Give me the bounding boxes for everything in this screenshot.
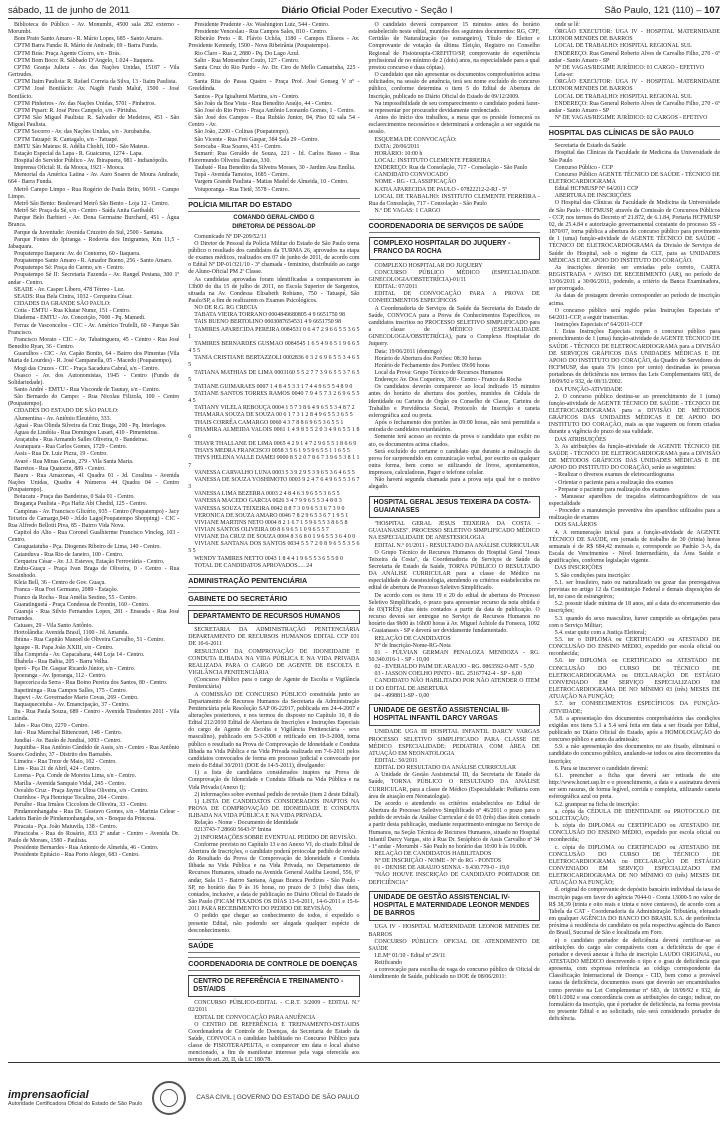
- paragraph: Kleia Bell, 36 - Centro de Gov. Guaçu.: [14, 580, 106, 587]
- paragraph: Ipoeranga - Av. Iporanga, 112 - Centro.: [14, 673, 107, 680]
- paragraph: Piracicaba - Rua do Rosário, 833 2º andar - Centro - Avenida Dr. Paulo de Moraes, 1580 - Paulista.: [8, 830, 180, 844]
- paragraph: EDITAL: 50/2011: [374, 757, 418, 764]
- paragraph: Após o fechamento dos portões às 09:00 horas, não será permitida a entrada de candidatos retardatários.: [368, 420, 540, 434]
- paragraph: Mogi das Cruzes - CIC - Praça Sacadura Cabral, s/n - Centro.: [14, 365, 160, 372]
- paragraph: Ferraz de Vasconcelos - CIC - Av. Américo Trufelli, 60 - Parque São Francisco.: [8, 322, 180, 336]
- paragraph: c. cópia do DIPLOMA ou CERTIFICADO ou ATESTADO DE CONCLUSÃO DO CURSO DE TÉCNICO DE ELETROCARDIOGRAMA ou DECLARAÇÃO DE ESTÁGIO CONVENIADO EM SERVIÇO ESPECIALIZADO EM ELETROCARDIOGRAMA DE NO MÍNIMO 03 (três) MESES DE ATUAÇÃO NA FUNÇÃO;: [548, 844, 720, 887]
- paragraph: CPTM São Miguel Paulista: R. Salvador de Medeiros, 451 - São Miguel Paulista.: [8, 115, 180, 129]
- header-date: sábado, 11 de junho de 2011: [8, 4, 130, 16]
- header-rule: [8, 18, 720, 19]
- boxed-heading: UNIDADE DE GESTÃO ASSISTENCIAL IV-HOSPITAL E MATERNIDADE LEONOR MENDES DE BARROS: [369, 891, 540, 922]
- paragraph: Ilha Comprida - Av. Capacabana, 440 Loja 14 - Centro.: [14, 651, 145, 658]
- paragraph: CPTM Barra Funda: R. Mário de Andrade, 69 - Barra Funda.: [14, 43, 159, 50]
- paragraph: Nº DE VAGAS/REGIME JURÍDICO: 02 CARGOS - EFETIVO: [554, 115, 708, 122]
- paragraph: Horário de Abertura dos Portões: 08:30 horas: [374, 355, 482, 362]
- column-1: [8, 22, 179, 1065]
- paragraph: e) o candidato portador de deficiência deverá certificar-se as atribuições do cargo são compatíveis com a deficiência de que é portador e deverá anexar à ficha de inscrição LAUDO ORIGINAL, ou ATESTADO MÉDICO descrevendo o tipo e o grau de deficiência que apresenta, com expressa referência ao código correspondente da Classificação Internacional de Doença - CID, bem como a provável causa da deficiência, documentos esses que deverão ser encaminhados como previsto na Lei Complementar nº 683, de 18/09/92 e 932, de 08/11/2002 e sua concordância com as atribuições do cargo; indicar, no formulário da inscrição, que é portador de deficiência, na forma prevista no presente Edital e ao solicitado, não será considerado portador de deficiência.: [548, 937, 720, 1023]
- paragraph: LOCAL DE TRABALHO: HOSPITAL REGIONAL SUL: [554, 93, 692, 100]
- paragraph: Memorial da América Latina - Av. Auro Soares de Moura Andrade, 664 - Barra Funda.: [8, 172, 180, 186]
- paragraph: Nº DE VAGAS/REGIME JURÍDICO: 01 CARGO - EFETIVO: [554, 64, 705, 71]
- paragraph: TANIA CRISTIANE BERTAZZOLI 0002836 0 3 2 6 9 6 5 5 3 4 6 5 5: [188, 355, 360, 369]
- paragraph: Itapevi - Av. Governador Mario Covas, 269 - Centro.: [14, 694, 139, 701]
- paragraph: São José do Rio Preto - Praça Antônio Leonardo Gomes, 1 - Centro.: [194, 107, 355, 114]
- paragraph: Marília - Avenida Sampaio Vidal, 245 - Centro.: [14, 780, 126, 787]
- paragraph: As datas de postagem deverão corresponder ao período de inscrição acima.: [548, 293, 720, 307]
- paragraph: - Preparar o paciente para realização dos exames: [554, 486, 670, 493]
- paragraph: São João, 2200 - Colinas (Poupatempo).: [194, 129, 290, 136]
- paragraph: 6. Para se inscrever o candidato deverá:: [554, 765, 649, 772]
- paragraph: Itapetininga - Rua Campos Salles, 175 - Centro.: [14, 687, 128, 694]
- paragraph: EDITAL N.º 01/2011 - RESULTADO DA ANÁLISE CURRICULAR: [374, 542, 540, 549]
- paragraph: 2. O concurso público destina-se ao preenchimento de 1 (uma) função-atividade de AGENTE TÉCNICO DE SAÚDE - TÉCNICO DE ELETROCARDIOGRAMA para a DIVISÃO DE MÉTODOS GRÁFICOS DAS UNIDADES MÉDICAS E DE APOIO DO INSTITUTO DO CORAÇÃO, mais as que vagarem ou forem criadas durante a vigência do prazo de sua validade.: [548, 393, 720, 436]
- paragraph: Não haverá segunda chamada para a prova seja qual for o motivo alegado.: [368, 477, 540, 491]
- section-heading: ADMINISTRAÇÃO PENITENCIÁRIA: [188, 574, 359, 588]
- paragraph: Assis - Rua Dr. Luiz Pizza, 19 - Centro.: [14, 451, 108, 458]
- paragraph: Retificando: [374, 960, 402, 967]
- paragraph: Santa Cruz do Rio Pardo - Av. Dr. Ciro de Mello Camarinha, 225 - Centro.: [188, 64, 360, 79]
- paragraph: "HOSPITAL GERAL JESUS TEIXEIRA DA COSTA - GUAIANASES". PROCESSO SELETIVO SIMPLIFICADO MÉDICO NA ESPECIALIDADE DE ANESTESIOLOGIA: [368, 521, 540, 542]
- paragraph: EDITAL: 07/2011: [374, 284, 418, 291]
- paragraph: Relação - Nome - Documento de Identidade: [194, 820, 299, 827]
- paragraph: Tupã - Avenida Tamoios, 1685 - Centro.: [194, 172, 289, 179]
- paragraph: Poupatempo Sé II: Secretaria Fazenda - Av. Rangel Pestana, 300 1º andar - Centro.: [8, 272, 180, 286]
- paragraph: VIVIANE MARTINS NETO 0004 8 2 1 6 7 1 5 9 6 5 5 3 8 6 5 8: [194, 519, 348, 526]
- paragraph: O candidato que não apresentar os documentos comprobatórios acima solicitados, na sessão de anuência, terá seu nome excluído do concurso público, conforme determina o item 5 do Edital de Abertura de Inscrição, publicado no Diário Oficial do Estado de 09/12/2009.: [368, 72, 540, 100]
- paragraph: VANESSA SOUZA TEIXEIRA 0042 8 8 7 3 0 9 6 5 3 6 7 3 9 0: [194, 505, 345, 512]
- paragraph: Nº de Inscrição-Nome-RG-Nota: [374, 642, 451, 649]
- paragraph: TAMIRES BERNARDES GUSMAO 0084545 1 6 5 4 9 6 5 1 9 6 6 5 4 5 5: [188, 340, 360, 355]
- paragraph: 6.1. preencher a ficha que deverá ser retirada do site http://www.hcnet.usp.br e o preenchimento, a data e a assinatura deverá ser sem rasuras, de forma legível, corrida e completa, utilizando caneta esferográfica azul ou preta.: [548, 772, 720, 801]
- paragraph: O Grupo Técnico de Recursos Humanos do Hospital Geral "Jesus Teixeira da Costa", da Coordenadoria de Serviços de Saúde da Secretaria de Estado da Saúde, TORNA PÚBLICO O RESULTADO DA ANÁLISE CURRICULAR para a classe de Médico na especialidade de Anestesiologia, atendendo os critérios estabelecidos no edital de abertura de Processo Seletivo Simplificado.: [368, 549, 540, 592]
- paragraph: RESULTADO DA COMPROVAÇÃO DE IDONEIDADE E CONDUTA ILIBADA NA VIDA PÚBLICA E NA VIDA PRIVADA REALIZADA PARA O CARGO DE AGENTE DE ESCOLTA E VIGILÂNCIA PENITENCIÁRIA: [188, 648, 360, 677]
- paragraph: 0213743-7 28660 5643-5º Imina: [194, 827, 272, 834]
- paragraph: Concurso Público AGENTE TÉCNICO DE SAÚDE - TÉCNICO DE ELETROCARDIOGRAMA: [548, 171, 720, 185]
- paragraph: DOS SALÁRIOS: [554, 522, 597, 529]
- paragraph: Osvaldo Cruz - Praça Jayme Ultoa Oliveira, s/n - Centro.: [14, 787, 149, 794]
- paragraph: THYS HELENA VALLE DAMEI 0000 8 5 2 0 7 8 6 7 3 9 6 5 3 8 1 1 7: [188, 455, 360, 469]
- paragraph: Caraguatatuba - Pça. Diogenes Ribeiro de Lima, 140 - Centro.: [14, 544, 161, 551]
- header-location: [604, 5, 720, 16]
- paragraph: Biblioteca do Público - Av. Monumbi, 4500 sala 282 externo - Morumbi.: [8, 22, 180, 36]
- section-heading: SAÚDE: [188, 939, 359, 953]
- paragraph: Ibiúna - Rua Capitão Manoel de Oliveira Carvalho, 51 - Centro.: [14, 637, 165, 644]
- paragraph: a. cópia da CÉDULA DE IDENTIDADE ou PROTOCOLO DE SOLICITAÇÃO;: [548, 808, 720, 822]
- paragraph: Parque Fontes do Ipiranga - Rodovia dos Imigrantes, Km 11,5 - Jabaquara.: [8, 236, 180, 250]
- section-heading: HOSPITAL DAS CLÍNICAS DE SÃO PAULO: [549, 126, 720, 140]
- paragraph: Jales - Rua Oito, 2270 - Centro.: [14, 723, 89, 730]
- paragraph: - Realizar o diversos exames de eletrocardiograma: [554, 472, 674, 479]
- paragraph: As candidatas aprovadas foram identificadas a comparecerem às 13h00 do dia 15 de julho de 2011, no Escola Superior de Sargentos, situada na Av. Condessa Elisabeth Robiano, 750 - Tatuapé, São Paulo/SP, a fim de realizarem os Exames Psicológicos.: [188, 276, 360, 304]
- paragraph: Guaratinguetá - Praça Condessa de Frontin, 160 - Centro.: [14, 601, 150, 608]
- paragraph: O Diretor de Pessoal da Polícia Militar do Estado de São Paulo torna público o resultado dos candidatos da TURMA 26, aprovados na etapa de exames médicos, realizados em 07 de junho de 2011, de acordo com o Edital Nº DP-01/321/10 - 3º chamada - feminino, distribuído ao cargo de Aluno-Oficial PM 2ª Classe.: [188, 240, 360, 276]
- paragraph: Leia-se:: [554, 72, 574, 79]
- paragraph: EDITAL DO RESULTADO DA ANÁLISE CURRICULAR: [374, 765, 516, 772]
- paragraph: Parque Belo Barbieri - Av. Dona Germaine Burchard, 451 - Água Branca.: [8, 215, 180, 229]
- paragraph: UNIDADE UGA III HOSPITAL INFANTIL DARCY VARGAS PROCESSO SELETIVO SIMPLIFICADO PARA CLASSE DE MÉDICO ESPECIALIDADE: PEDIATRIA COM ÁREA DE ATUAÇÃO EM NEONATOLOGIA: [368, 729, 540, 757]
- paragraph: DATA: 20/06/2011: [374, 143, 420, 150]
- paragraph: Secretaria de Estado da Saúde: [554, 143, 626, 150]
- section-heading: POLÍCIA MILITAR DO ESTADO: [188, 198, 359, 212]
- paragraph: Campinas - Av. Francisco Glicério, 935 - Centro (Poupatempo) - Jacy Teixeira de Camargo,940 - Jd.do Lago(Poupatempo Shopping) - CIC - Rua Alfredo Bellotti Piva, 85 - Bairro Vida Nova.: [8, 508, 180, 529]
- paragraph: VERONICA DE SOUZA AMARO 0046 7 8 2 9 6 5 3 6 7 1 9 5 1: [194, 512, 349, 519]
- paragraph: O candidato deverá comparecer 15 minutos antes do horário estabelecido neste edital, munidos dos seguintes documentos: RG, CPF, Certidão de Naturalização (se estrangeiro), Título de Eleitor e Comprovante de votação da última Eleição, Registro no Conselho Regional de Fisioterapia-CREFITO/SP, comprovante de experiência profissional de no mínimo de 2 (dois) anos, na especialidade para a qual prestou concurso e duas cópias).: [368, 22, 540, 71]
- paragraph: SEADS: Rua Bela Cintra, 1032 - Cerqueira César.: [14, 293, 133, 300]
- paragraph: b. cópia do DIPLOMA ou CERTIFICADO ou ATESTADO DE CONCLUSÃO DO ENSINO MÉDIO, expedido por escola oficial ou reconhecida;: [548, 823, 720, 844]
- paragraph: I. Estas Instruções Especiais regem o concurso público para preenchimento de 1 (uma) função-atividade de AGENTE TÉCNICO DE SAÚDE - TÉCNICO DE ELETROCARDIOGRAMA para a DIVISÃO DE SERVIÇOS GRÁFICOS DAS UNIDADES MÉDICAS E DE APOIO DO INSTITUTO DO CORAÇÃO, da Quadro de Servidores do HCFMUSP, das quais 5% (cinco por cento) destinadas às pessoas portadoras de deficiência nos termos das Leis Complementares 683, de 18/09/92 e 932, de 08/11/2002.: [548, 329, 720, 386]
- paragraph: onde se lê:: [554, 22, 580, 28]
- paragraph: Pindamonhangaba - Rua Dr. Gustavo Gomes, s/n - Marinia Celear - Ladeira Barão de Pindamonhangaba, s/n - Bosque da Princesa.: [8, 809, 180, 823]
- paragraph: Santos - Pça Igualtemi Martins, s/n - Centro.: [194, 93, 300, 100]
- paragraph: ÓRGÃO EXECUTOR: UGA IV - HOSPITAL MATERNIDADE LEONOR MENDES DE BARROS: [548, 29, 720, 43]
- paragraph: Estação Especial da Lapa - R. Guaicurus, 1274 - Lapa.: [14, 150, 143, 157]
- paragraph: Juquitiba - Rua Antônio Cândido de Assis, s/n - Centro - Rua Antônio Soares Godinho, 37 - Distrito dos Barnabés.: [8, 744, 180, 758]
- paragraph: EDITAL DE CONVOCAÇÃO PARA A PROVA DE CONHECIMENTOS ESPECÍFICOS: [368, 291, 540, 305]
- paragraph: Conforme previsto no Capítulo 13 e no Anexo VI, do citado Edital de Abertura de Inscrições, o candidato poderá protocolar pedido de revisão do Resultado da Prova de Comprovação de Idoneidade e Conduta Ilibada na Vida Pública e na Vida Privada, no Departamento de Recursos Humanos, situado na Avenida General Ataliba Leonel, 556, 6º andar, Sala 13 - Bairro Santana, Aguas Branca Perdizes - São Paulo - SP, no horário das 9 às 16 horas, no prazo de 3 (três) dias úteis, contados, inclusive, a data de publicação no Diário Oficial do Estado de São Paulo (FICAM FIXADOS OS DIAS 13-6-2011, 14-6-2011 e 15-6-2011 PARA RECEBIMENTO DO PEDIDO DE REVISÃO).: [188, 841, 360, 913]
- paragraph: N.º DE VAGAS: 1 CARGO: [374, 208, 441, 215]
- paragraph: 02 - EVERALDO PAIM DE ARAUJO - RG. 0863592-0-MT - 5,50: [374, 664, 534, 671]
- paragraph: Metrô São Bento: Boulevard Metrô São Bento - Loja 12 - Centro.: [14, 200, 170, 207]
- paragraph: THAYR THALLANE DE LIMA 0065 4 2 9 1 4 7 2 9 6 5 5 1 8 6 6 9: [194, 441, 357, 448]
- paragraph: TATIANE SANTOS TORRES RAMOS 0040 7 9 4 5 7 3 2 6 9 6 5 5 4 5: [188, 391, 360, 405]
- logo-caption: Autoridade Certificadora Oficial do Estado de São Paulo: [8, 1101, 143, 1107]
- paragraph: 3. As atribuições da função-atividade de AGENTE TÉCNICO DE SAÚDE - TÉCNICO DE ELETROCARDIOGRAMA para a DIVISÃO DE MÉTODOS GRÁFICOS DAS UNIDADES MÉDICAS E DE APOIO DO INSTITUTO DO CORAÇÃO, serão as seguintes:: [548, 443, 720, 472]
- paragraph: A Unidade de Gestão Assistencial III, da Secretaria de Estado da Saúde, TORNA PÚBLICO O RESULTADO DA ANÁLISE CURRICULAR, para a classe de Médico (Especialidade: Pediatria com área de atuação em Neonatologia).: [368, 772, 540, 800]
- paragraph: São João da Boa Vista - Rua Benedito Araújo, 44 - Centro.: [194, 100, 333, 107]
- paragraph: 5.5. ter o DIPLOMA ou CERTIFICADO ou ATESTADO DE CONCLUSÃO DO ENSINO MÉDIO, expedido por escola oficial ou reconhecida;: [548, 636, 720, 658]
- sub-heading: DIRETORIA DE PESSOAL-DP: [232, 224, 316, 231]
- paragraph: 03 - JASSON COELHO PINTO - RG. 25167742-4 - SP - 6,00: [374, 671, 522, 678]
- paragraph: De acordo o atendendo os critérios estabelecidos no Edital de Abertura de Processo Seletivo Simplificado nº 46/2011 o prazo para o pedido de revisão da Análise Curricular é de 03 (três) dias úteis contado a partir desta publicação, mediante requerimento entregue no Serviço de Humanos, na Seção Técnica de Recursos Humanos, situado no Hospital Infantil Darcy Vargas, sito à Rua Dr. Seráphico de Assis Carvalho nº 34 - 1º andar - Morumbi - São Paulo no horário das 10:00 h às 16:00h.: [368, 800, 540, 850]
- paragraph: Caiuaes, 29 - Vila Santo Antônio.: [14, 623, 93, 630]
- paragraph: ABERTURA DE INSCRIÇÕES: [554, 193, 631, 200]
- paragraph: UGA IV - HOSPITAL MATERNIDADE LEONOR MENDES DE BARROS: [368, 924, 540, 938]
- section-heading: GABINETE DO SECRETÁRIO: [188, 592, 359, 606]
- paragraph: Lorena - Pça. Conde de Moreira Lima, s/n - Centro.: [14, 773, 137, 780]
- boxed-heading: COMPLEXO HOSPITALAR DO JUQUERY - FRANCO DA ROCHA: [369, 237, 540, 259]
- paragraph: Capitol do Alto - Rua Coronel Gualhierme Francisco Vincleg, 103 - Centro.: [8, 530, 180, 544]
- paragraph: 1) LISTA DE CANDIDATOS CONSIDERADOS INAPTOS NA PROVA DE COMPROVAÇÃO DE IDONEIDADE E CONDUTA ILIBADA NA VIDA PÚBLICA E NA VIDA PRIVADA.: [188, 798, 360, 820]
- header-page-number: 107: [704, 4, 720, 16]
- paragraph: (Concurso Público para o cargo de Agente de Escolta e Vigilância Penitenciária): [188, 677, 360, 691]
- paragraph: Somente terá acesso ao recinto da prova o candidato que exibir no ato, os documentos acima citados.: [368, 434, 540, 448]
- paragraph: RELAÇÃO DE CANDIDATOS: [374, 635, 451, 642]
- header-section: Poder Executivo - Seção I: [342, 4, 453, 16]
- paragraph: Antes do início dos trabalhos, a mesa que os preside fornecerá os esclarecimentos necessários e determinará a ordenação a ser seguida na sessão.: [368, 115, 540, 136]
- paragraph: TAMIRES APARECIDA PEREIRA 0084531 0 6 4 7 2 9 6 6 5 5 3 6 5 1: [188, 326, 360, 340]
- paragraph: ENDEREÇO: Rua General Roberto Alves de Carvalho Filho, 270 - 6º andar - Santo Amaro - SP: [548, 100, 720, 114]
- paragraph: COMPLEXO HOSPITALAR DO JUQUERY: [374, 262, 483, 269]
- column-2: [188, 22, 359, 1065]
- paragraph: VIVIAN SANTOS OLIVEIRA 00 8 6 9 6 5 1 0 9 6 5 5 7: [194, 526, 329, 533]
- paragraph: 5.3. quando do sexo masculino, haver cumprido as obrigações para com o Serviço Militar;: [548, 615, 720, 629]
- paragraph: Iguape - R. Papa João XXIII, s/n - Centro.: [14, 644, 114, 651]
- paragraph: Metrô Sé: Praça da Sé, s/n - Centro - Saída Anita Garibaldi.: [14, 208, 155, 215]
- paragraph: 01 - DENISE DE ARAUJO SENNA - 9.430.779-0 - 19,0: [374, 865, 510, 872]
- paragraph: O concurso público será regido pelas Instruções Especiais nº 64/2011-CCP, a seguir transcritas.: [548, 307, 720, 321]
- paragraph: VIVIANE SANTANA DOS SANTOS 0034 5 5 7 2 0 8 9 6 5 5 3 5 6 5 5: [188, 541, 360, 555]
- boxed-heading: CENTRO DE REFERÊNCIA E TREINAMENTO - DST/AIDS: [188, 975, 359, 997]
- paragraph: Piracaia - Pça. João Maiuvila, 138 - Centro.: [14, 823, 118, 830]
- header-publication: [282, 5, 453, 16]
- paragraph: O Hospital das Clínicas da Faculdade de Medicina da Universidade de São Paulo - HCFMUSP, através da Comissão de Concursos Públicos - CCP, nos termos do Decreto nº 21.872, de 6.1.84, Portaria HCFMUSP 02, de 25.4.84 e autorização governamental constante do processo SS - 1870/07, torna pública a abertura do concurso público para provimento de 1 (uma) função-atividade de AGENTE TÉCNICO DE SAÚDE - TÉCNICO DE ELETROCARDIOGRAMA da Divisão de Serviços de Saúde do Hospital, sob o regime da CLT, para as UNIDADES MÉDICAS E DE APOIO DO INSTITUTO DO CORAÇÃO.: [548, 200, 720, 264]
- paragraph: "NÃO HOUVE INSCRIÇÃO DE CANDIDATO PORTADOR DE DEFICIÊNCIA": [368, 872, 540, 886]
- paragraph: A COMISSÃO DE CONCURSO PÚBLICO constituída junto ao Departamento de Recursos Humanos da Secretaria da Administração Penitenciária pela Resolução SAP 06-22017, publicada em 24-4-2007 e alterações posteriores, e nos termos do disposto no Capítulo 10, 8 do Edital 212/2010 Edital de Abertura de Inscrições e Instruções Especiais do cargo de Agente de Escolta e Vigilância Penitenciária - sexo masculino), publicado em 5-3-2008 e retificado em 19-3-2008, torna público o resultado na Prova de Comprovação de Idoneidade e Conduta Ilibada na Vida Pública e na Vida Privada realizada em 7-6-2011 pelos candidatos convocados de forma em processo judicial e convocado por meio do Edital 30/2011 (DOE de 14-5-2011), divulgando:: [188, 691, 360, 770]
- paragraph: Cerqueira César - Av. J.J. Esteves, Estação Ferroviária - Centro.: [14, 558, 165, 565]
- column-3: [369, 22, 540, 1065]
- paragraph: CPTM José Bonifácio: Av. Nagib Farah Maluf, 1500 - José Bonifácio.: [8, 86, 180, 100]
- paragraph: 4. A remuneração inicial para a função-atividade de AGENTE TÉCNICO DE SAÚDE, em jornada de trabalho de 30 (trinta) horas semanais é de R$ 684,42 mensais e, corresponde ao Padrão 3-A, da Escala de Vencimentos - Nível Intermediário, da Área Saúde e gratificações, conforme legislação vigente.: [548, 529, 720, 565]
- header-location-text: São Paulo, 121 (110) –: [604, 4, 702, 16]
- paragraph: VIVIANE DA CRUZ DE SOUZA 0004 8 3 6 8 0 1 9 6 5 5 3 6 4 0 0: [194, 534, 356, 541]
- paragraph: ESQUEMA DE CONVOCAÇÃO:: [374, 136, 457, 143]
- boxed-heading: HOSPITAL GERAL JESUS TEIXEIRA DA COSTA-GUAIANASES: [369, 496, 540, 518]
- paragraph: Barretos - Rua Quatorze, 889 - Centro.: [14, 465, 106, 472]
- paragraph: THAMIRA ALMEIDA VALOIS 0061 1 4 9 8 5 5 2 0 3 4 9 6 5 5 1 8 6: [188, 426, 360, 440]
- paragraph: 1) a lista de candidatos considerados inaptos na Prova de Comprovação de Idoneidade e Conduta Ilibada na Vida Pública e na Vida Privada (Anexo I);: [188, 770, 360, 791]
- paragraph: Limeira - Rua Treze de Maio, 102 - Centro.: [14, 759, 117, 766]
- paragraph: VANESSA DE SOUZA YOSHIMOTO 0003 9 2 4 7 6 4 9 6 5 5 3 6 7 3: [188, 476, 360, 491]
- paragraph: CPTM Granja Julieta - Av. das Nações Unidas, 15187 - Vila Gertrudes.: [8, 64, 180, 79]
- paragraph: Na impossibilidade de seu comparecimento o candidato poderá fazer-se representar por procurador devidamente credenciado.: [368, 100, 540, 114]
- boxed-heading: UNIDADE DE GESTÃO ASSISTENCIAL III-HOSPITAL INFANTIL DARCY VARGAS: [369, 704, 540, 726]
- paragraph: Parque da Juventude: Avenida Cruzeiro do Sul, 2500 - Santana.: [14, 229, 164, 236]
- page-footer: [8, 1062, 720, 1133]
- article-columns: [8, 22, 720, 1064]
- paragraph: - Orientar o paciente para a realização dos exames: [554, 479, 674, 486]
- paragraph: 5.1. ser brasileiro, nato ou naturalizado ou gozar das prerrogativas previstas no artigo 12 da Constituição Federal e demais disposições de lei, no caso de estrangeiros;: [548, 579, 720, 601]
- paragraph: Hospital das Clínicas da Faculdade de Medicina da Universidade de São Paulo: [548, 150, 720, 164]
- paragraph: Itapecerica da Serra - Rua Boino Pereira dos Santos, 80 - Centro.: [14, 680, 168, 687]
- paragraph: NOME - RG - CLASSIFICAÇÃO: [374, 179, 456, 186]
- paragraph: Santa Rita do Passa Quatro - Praça Prof. José Gonseg V nº - Greeldinda.: [188, 79, 360, 93]
- paragraph: Bauru - Rua Amazonas, 41 Quadra 01 - Jd. Coralina - Avenida Nações Unidas, Quadra 4 Números 44 Quadra 04 - Centro (Poupatempo).: [8, 472, 180, 494]
- paragraph: Instruções Especiais nº 64/2011-CCP: [554, 322, 643, 329]
- paragraph: RELAÇÃO DE CANDIDATOS HABILITADOS: [374, 851, 492, 857]
- paragraph: CIDADES DO ESTADO DE SÃO PAULO:: [14, 408, 119, 415]
- paragraph: KATIA APARECIDA DE PAULO - 07822212-2-RJ - 5º: [374, 186, 507, 193]
- paragraph: Iperó - Pça Dr. Gaspar Ricardo Júnior, s/n - Centro.: [14, 666, 136, 673]
- paragraph: Guarujá - Rua Silvio Fernandes Lopes, 281 - Enseada - Rua José Fernandes.: [8, 608, 180, 622]
- paragraph: TAIS BUENO BERTOLINO 0003087654531 4 9 6651750 98: [194, 319, 342, 326]
- paragraph: I.E.M° 01/10 - Edital nº 29/11: [374, 953, 446, 960]
- page-header: [8, 3, 720, 17]
- paragraph: A Coordenadoria de Serviços de Saúde da Secretaria do Estado de Saúde, CONVOCA para a Prova de Conhecimentos Específicos, os candidatos inscritos no PROCESSO SELETIVO SIMPLIFICADO para a classe de MÉDICO (ESPECIALIDADE GINECOLOGIA/OBSTETRÍCIA), para o Complexo Hospitalar do Juquery.: [368, 305, 540, 348]
- paragraph: Poupatempo Santo Amaro - R. Amador Bueno, 256 - Santo Amaro.: [14, 258, 173, 265]
- paragraph: EDITAL DE CONVOCAÇÃO PARA ANUÊNCIA: [194, 1014, 316, 1021]
- paragraph: As inscrições deverão ser enviadas pelo correio, CARTA REGISTRADA + AVISO DE RECEBIMENTO (AR), no período de 13/06/2011 a 30/06/2011, podendo, a critério da Banca Examinadora, ser prorrogado.: [548, 264, 720, 293]
- paragraph: 5.9. a não apresentação dos documentos no ato fixado, eliminará o candidato do concurso público, anulando-se todos os atos decorrentes da inscrição;: [548, 744, 720, 765]
- paragraph: Presidente Epitácio - Rua Porto Alegre, 683 - Centro.: [14, 852, 140, 859]
- column-4: [549, 22, 720, 1065]
- paragraph: 01 - FÚLVIAN GERMAN PENALOZA MENDOZA - RG. 50.340.016-1 - SP - 10,00: [368, 649, 540, 663]
- paragraph: Franco da Rocha - Rua Amélia Sestino, 55 - Centro.: [14, 594, 137, 601]
- paragraph: Sumaré: Rua Geraldo de Souza, 221 - Jd. Carlos Basso - Rua Florermundo Oliveira Dantas, 330.: [188, 150, 360, 164]
- paragraph: 5.4. estar quite com a Justiça Eleitoral;: [554, 629, 647, 636]
- paragraph: Endereço: Av. Dos Coqueiros, 300 - Centro - Franco da Rocha: [374, 377, 522, 384]
- paragraph: SECRETARIA DA ADMINISTRAÇÃO PENITENCIÁRIA DEPARTAMENTO DE RECURSOS HUMANOS EDITAL CCP 031 DE 10-6-2011: [188, 627, 360, 648]
- paragraph: 6.2. grampear na ficha de inscrição:: [554, 801, 639, 808]
- paragraph: Botucatu - Praça das Bandeiras, 0 Sala 01 - Centro.: [14, 494, 135, 501]
- paragraph: Santo André - EMTU - Rua Visconde de Taunay, s/n - Centro.: [14, 386, 161, 393]
- paragraph: CPTM Pqsart: R. José Pires Campelo, s/n - Pirituba.: [14, 107, 138, 114]
- paragraph: Vargem Grande Paulista - Matias Madel de Almeida, 10 - Centro.: [194, 179, 349, 186]
- paragraph: Peruíbe - Rua Irmãos Ciccolom de Oliveira, 33 - Centro.: [14, 802, 148, 809]
- paragraph: Os candidatos deverão comparecer ao local indicado 15 minutos antes do horário de abertura dos portões, munidos de Cédula de Identidade ou Carteira de Órgão ou Conselho de Classe, Carteira de Trabalho e Previdência Social, Protocolo de Inscrição e caneta esferográfica azul ou preta.: [368, 384, 540, 419]
- paragraph: VANESSA MACEDO GARCIA 0026 3 4 7 9 9 6 5 5 3 4 8 0 3: [194, 498, 342, 505]
- paragraph: O CENTRO DE REFERÊNCIA E TREINAMENTO-DST/AIDS Coordenadoria de Controle de Doenças, da Secretaria de Estado da Saúde, CONVOCA o candidato habilitado no Concurso Público para classe de FISIOTERAPEUTA, e comparecer em data e local abaixo mencionado, a fim de manifestar interesse pela vaga oferecida aos termos do art. 20, II, da LC 180/78.: [188, 1021, 360, 1064]
- paragraph: THAYS MEDRA FRANCISCO 0058 3 5 6 1 9 5 9 6 5 5 1 1 6 5 5: [194, 448, 350, 455]
- paragraph: CONCURSO PÚBLICO-EDITAL - C.R.T. 3/2009 - EDITAL N.º 02/2011: [188, 1000, 360, 1014]
- paragraph: Ourinhos - Pça Henrique Tocalino, 264 - Centro.: [14, 794, 129, 801]
- paragraph: ÓRGÃO EXECUTOR: UGA IV - HOSPITAL MATERNIDADE LEONOR MENDES DE BARROS: [548, 79, 720, 93]
- paragraph: Jundiaí - Av. Barão de Jundiaí, 1093 - Centro.: [14, 737, 122, 744]
- paragraph: TATIANY VILELA REBOUÇA 0004 1 5 7 3 8 6 4 9 6 5 5 3 4 8 7 2: [194, 405, 355, 412]
- paragraph: CPTM Brás: Praça Agente Cícero, s/n - Brás.: [14, 50, 121, 57]
- paragraph: Presidente Venceslau - Rua Campos Sales, 810 - Centro.: [194, 29, 328, 36]
- paragraph: Edital HCFMUSP Nº 64/2011 CCP: [554, 186, 639, 193]
- paragraph: Catanduva - Rua Rio de Janeiro, 100 - Centro.: [14, 551, 124, 558]
- paragraph: Hospital do Servidor Público - Av. Ibirapuera, 981 - Indianópolis.: [14, 157, 169, 164]
- paragraph: 5.2. possuir idade mínima de 18 anos, até a data do encerramento das inscrições;: [548, 601, 720, 615]
- paragraph: LOCAL DE TRABALHO: HOSPITAL REGIONAL SUL: [554, 43, 692, 50]
- paragraph: CPTM Pinheiros - Av. das Nações Unidas, 5701 - Pinheiros.: [14, 100, 156, 107]
- paragraph: Rio Claro - Rua 2, 2880 - Pq. Do Lago Azul.: [194, 50, 300, 57]
- paragraph: Concurso Público - CCP: [554, 164, 613, 171]
- paragraph: Itu - Rua Paula Souza, 689 - Centro - Avenida Tiradentes 2011 - Vila Lucinda.: [8, 709, 180, 723]
- paragraph: Araçatuba - Rua Armando Salles Oliveira, 0 - Bandeiras.: [14, 437, 149, 444]
- paragraph: Votuporanga - Rua Tietê, 3578 - Centro.: [194, 186, 290, 193]
- paragraph: Ribeirão Preto - R. Flávio Uchôa, 1180 - Campos Elíseos - Av. Presidente Kennedy, 1500 - Nova Ribeirânia (Poupatempo).: [188, 36, 360, 50]
- paragraph: Guarulhos - CIC - Av. Capão Bonito, 64 - Bairro dos Pimentas (Vila Maria de Lourdes) - R. José Campanella, 05 - Macedo (Poupatempo).: [8, 351, 180, 365]
- boxed-heading: DEPARTAMENTO DE RECURSOS HUMANOS: [188, 610, 359, 624]
- paragraph: THAIS CORRÊA CAMARGO 0060 4 3 7 8 8 6 9 6 5 3 6 5 5 1: [194, 419, 344, 426]
- paragraph: DAS INSCRIÇÕES: [554, 565, 603, 572]
- paragraph: 04 - 4998811-SP - 0,00: [374, 692, 430, 699]
- paragraph: VANESSA LIMA BEZERRA 0003 2 4 8 4 6 3 9 6 5 5 3 6 5 5: [194, 491, 340, 498]
- imprensa-oficial-logo: [8, 1089, 142, 1107]
- paragraph: Osasco - Av. dos Autonomistas, 1945 - Centro (Fundo de Solidariedade).: [8, 372, 180, 386]
- paragraph: Presidente Bernardes - Rua Antonio de Almeida, 46 - Centro.: [14, 844, 159, 851]
- paragraph: Horário de Fechamento dos Portões: 09:00 horas: [374, 362, 490, 369]
- paragraph: ENDEREÇO: Rua General Roberto Alves de Carvalho Filho, 270 - 6º andar - Santo Amaro - SP: [548, 50, 720, 64]
- paragraph: De acordo com os itens 19 e 20 do edital de abertura do Processo Seletivo Simplificado, o prazo para apresentar recurso da nota obtida é de 03(TRÊS) dias úteis contados a partir da data de publicação. O recurso deverá ser entregue no Serviço de Recursos Humanos no horário das 9h00 às 16h00 horas à Av. Miguel Achiole da Fonseca, 1092 - Guaianases - SP e deverá ser devidamente fundamentado.: [368, 592, 540, 635]
- paragraph: 5.8. a apresentação dos documentos comprobatórios das condições exigidas nos itens 5.1 a 5.4 será feita em data a ser fixada por Edital, publicado no Diário Oficial do Estado, após a HOMOLOGAÇÃO do concurso público e antes da admissão;: [548, 715, 720, 744]
- paragraph: NO DE R.G. RG CRECIA: [194, 305, 258, 312]
- state-seal-icon: [152, 1081, 186, 1115]
- paragraph: HORÁRIO: 10:00 h: [374, 150, 423, 157]
- paragraph: CONCURSO PÚBLICO MÉDICO (ESPECIALIDADE GINECOLOGIA/OBSTETRÍCIA)-01/11: [368, 269, 540, 283]
- paragraph: SEADE - Av. Casper Líbero, 478 Térreo - Luz.: [14, 286, 125, 293]
- paragraph: TABATA VIEIRA TORRANO 0004849680805 4 9 6651750 98: [194, 312, 345, 319]
- paragraph: Ilhabela - Rua Bahia, 205 - Barra Velha.: [14, 658, 109, 665]
- paragraph: Poupatempo Itaquera: Av. do Contorno, 60 - Itaquera.: [14, 251, 141, 257]
- sub-heading: COMANDO GERAL-CMDO G: [233, 214, 315, 221]
- paragraph: TATIANE GUIMARAES 0007 1 4 8 4 5 3 3 1 7 4 4 9 6 5 5 4 8 9 0: [194, 383, 353, 390]
- paragraph: DA FUNÇÃO-ATIVIDADE: [554, 386, 623, 393]
- paragraph: Sorocaba - Rua Soares, 431 - Centro.: [194, 143, 282, 150]
- paragraph: Itaquaquecetuba - Av. Emancipação, 37 - Centro.: [14, 701, 130, 708]
- paragraph: CPTM Tatuapé: R. Cantagalo, s/n - Tatuapé.: [14, 136, 119, 143]
- paragraph: CANDIDATO NÃO HABILITADO POR NÃO ATENDER O ITEM 11 DO EDITAL DE ABERTURA: [368, 678, 540, 692]
- paragraph: Imprensa Oficial: R. da Mooca, 1921 - Mooca.: [14, 165, 125, 172]
- paragraph: Bragança Paulista - Pça Hafiz Abi Chedid, 125 - Centro.: [14, 501, 147, 508]
- paragraph: DAS ATRIBUIÇÕES: [554, 436, 606, 443]
- paragraph: Bom Prato Santo Amaro - R. Mário Lopes, 685 - Santo Amaro.: [14, 36, 163, 43]
- paragraph: Será excluído do certame o candidato que durante a realização da prova for surpreendido em comunicação verbal, por escrito ou qualquer outra forma, bem como se utilizando de livros, apontamentos, impressos, calculadoras, Pager e telefone celular.: [368, 448, 540, 477]
- paragraph: ENDEREÇO: Rua da Consolação, 717 - Consolação - São Paulo: [374, 165, 528, 172]
- paragraph: CPTM Bom Boco: R. Sábbado D’Angelo, 1.024 - Itaquera.: [14, 57, 155, 64]
- paragraph: 5. São condições para inscrição:: [554, 572, 631, 579]
- paragraph: 5.6. ter DIPLOMA ou CERTIFICADO ou ATESTADO DE CONCLUSÃO DO CURSO DE TÉCNICO DE ELETROCARDIOGRAMA ou DECLARAÇÃO DE ESTÁGIO CONVENIADO EM SERVIÇO ESPECIALIZADO EM ELETROCARDIOGRAMA DE NO MÍNIMO 03 (três) MESES DE ATUAÇÃO NA FUNÇÃO;: [548, 658, 720, 701]
- paragraph: Araraquara - Rua Carlos Gomes, 1729 - Centro.: [14, 444, 128, 451]
- paragraph: Nº DE INSCRIÇÃO - NOME - Nº do RG - PONTOS: [374, 858, 502, 865]
- paragraph: Data: 19/06/2011 (domingo): [374, 348, 442, 355]
- paragraph: EMTU São Mateus: R. Adélia Chohfi, 100 - São Mateus.: [14, 143, 149, 150]
- paragraph: LOCAL DE TRABALHO: INSTITUTO CLEMENTE FERREIRA - Rua da Consolação, 717 - Consolação - São Paulo: [368, 193, 540, 207]
- paragraph: Águas de Lindóia - Rua Domingos Lusari, 410 - Pimenteiras.: [14, 429, 159, 436]
- header-publication-name: Diário Oficial: [281, 4, 341, 16]
- section-heading: COORDENADORIA DE SERVIÇOS DE SAÚDE: [369, 219, 540, 233]
- paragraph: O pedido que chegar ao conhecimento de todos, é expedido o presente Edital, não podendo ser alegada qualquer espécie de desconhecimento.: [188, 913, 360, 934]
- paragraph: - Manusear aparelhos de traçados eletrocardiográficos de sua especialidade: [548, 493, 720, 507]
- paragraph: CPTM Itaim Paulista: R. Rafael Correia da Silva, 13 - Itaim Paulista.: [14, 79, 177, 86]
- paragraph: Franca - Rua Frei Germano, 2089 - Estação.: [14, 587, 119, 594]
- paragraph: CANDIDATO CONVOCADO: [374, 172, 448, 179]
- paragraph: Hortolândia: Avenida Brasil, 1100 - Jd. Amanda.: [14, 630, 129, 637]
- paragraph: Presidente Prudente - Av. Washington Luiz, 544 - Centro.: [194, 22, 330, 28]
- paragraph: Comunicado Nº DP-209/52/11: [194, 233, 267, 240]
- paragraph: TATIANA MATHIAS DE LIMA 0003160 5 5 2 7 7 3 9 6 5 5 3 7 6 5 5: [188, 369, 360, 383]
- paragraph: TOTAL DE CANDIDATOS APROVADOS..... 24: [194, 562, 313, 569]
- section-heading: COORDENADORIA DE CONTROLE DE DOENÇAS: [188, 957, 359, 971]
- paragraph: - Proceder a manutenção preventiva dos aparelhos utilizados para a realização de exames: [548, 508, 720, 522]
- paragraph: Lins - Rua 21 de Abril, 424 - Centro.: [14, 766, 102, 773]
- paragraph: 2) INFORMAÇÕES SOBRE EVENTUAL PEDIDO DE REVISÃO.: [194, 834, 357, 841]
- paragraph: Embu-Guaçu - Praça Ivan Braga de Oliveira, 0 - Centro - Rua Sossinhodo.: [8, 565, 180, 580]
- paragraph: Poupatempo Sé: Praça do Carmo, s/n - Centro.: [14, 265, 125, 272]
- paragraph: 5.7. ter CONHECIMENTOS ESPECÍFICOS DA FUNÇÃO-ATIVIDADE;: [548, 701, 720, 715]
- paragraph: 2) informações sobre eventual pedido de revisão (item 2 deste Edital).: [194, 791, 360, 798]
- paragraph: LOCAL: INSTITUTO CLEMENTE FERREIRA: [374, 157, 491, 164]
- paragraph: Avaré - Rua Minas Gerais, 279 - Vila Santa Maria.: [14, 458, 134, 465]
- paragraph: THAMARA SOUZA DE SOUZA 00 6 1 7 3 1 2 8 4 9 6 5 5 3 6 5 5: [194, 412, 353, 419]
- paragraph: Taubaté - Rua Benedito da Silveira Moraes, 30 - Jardim Ana Emília.: [194, 165, 356, 172]
- paragraph: VANESSA CARVALHO LUNA 0003 5 3 9 2 9 5 3 9 6 5 3 6 4 6 5 5: [194, 469, 355, 476]
- footer-government-text: CASA CIVIL | GOVERNO DO ESTADO DE SÃO PAULO: [196, 1094, 360, 1101]
- paragraph: WENDY TAMIRES NETTO 0043 1 8 4 4 1 9 6 5 5 3 6 5 5 0 0: [194, 555, 343, 562]
- paragraph: Salto - Rua Monsenhor Couto, 127 - Centro.: [194, 57, 300, 64]
- paragraph: Cotia - EMTU - Rua Khatar Nume, 151 - Centro.: [14, 308, 131, 315]
- paragraph: Metrô Campo Limpo - Rua Rogério de Paula Brito, 90/91 - Campo Limpo.: [8, 186, 180, 200]
- paragraph: São José dos Campos - Rua Rubião Junior, 84, Piso 02 sala 54 - Centro - Av.: [188, 115, 360, 129]
- paragraph: a convocação para escolha de vaga do concurso público de Oficial de Atendimento de Saúde, publicado no DOE de 08/06/2011:: [368, 967, 540, 981]
- paragraph: Alumentina - Av. Antônio Eleutério, 333.: [14, 415, 112, 422]
- paragraph: Aguaí - Rua Olinda Silveira da Cruz Braga, 200 - Pq. Interlagos.: [14, 422, 167, 429]
- paragraph: Local da Prova: Grupo Técnico de Recursos Humanos: [374, 369, 503, 376]
- paragraph: Diadema - EMTU - Av. Conceição, 7000 - Pq. Mamedi.: [14, 315, 146, 322]
- logo-brand: imprensaoficial: [8, 1089, 89, 1101]
- paragraph: CPTM Socorro - Av. das Nações Unidas, s/n - Jurubatuba.: [14, 129, 151, 136]
- paragraph: Francisco Morato - CIC - Av. Tabatinguera, 45 - Centro - Rua José Benedito Ryan, 36 - Centro.: [8, 336, 180, 351]
- paragraph: São Vicente - Rua Frei Gaspar, 384 Sala 29 - Centro.: [194, 136, 319, 143]
- paragraph: CIDADES DA GRANDE SÃO PAULO:: [14, 301, 111, 308]
- paragraph: d. original do comprovante de depósito bancário individual da taxa de inscrição paga em favor do agência 7044-0 - Conta 13000-5 no valor de R$ 38,39 (trinta e oito reais e trinta e nove centavos), de acordo com a Tabela da CAT - Coordenadoria da Administração Tributária, efetuado em qualquer AGÊNCIA DO BANCO DO BRASIL S.A. de preferência próxima à residência do candidato ou pela respectiva agência do Banco do Brasil, Sucursal de São e localizada em Foro.: [548, 887, 720, 937]
- paragraph: Jaú - Rua Marechal Bittencourt, 148 - Centro.: [14, 730, 123, 737]
- paragraph: São Bernardo do Campo: - Rua Nicolau Filizola, 100 - Centro (Poupatempo).: [8, 394, 180, 408]
- paragraph: CONCURSO PÚBLICO: OFICIAL DE ATENDIMENTO DE SAÚDE: [368, 938, 540, 952]
